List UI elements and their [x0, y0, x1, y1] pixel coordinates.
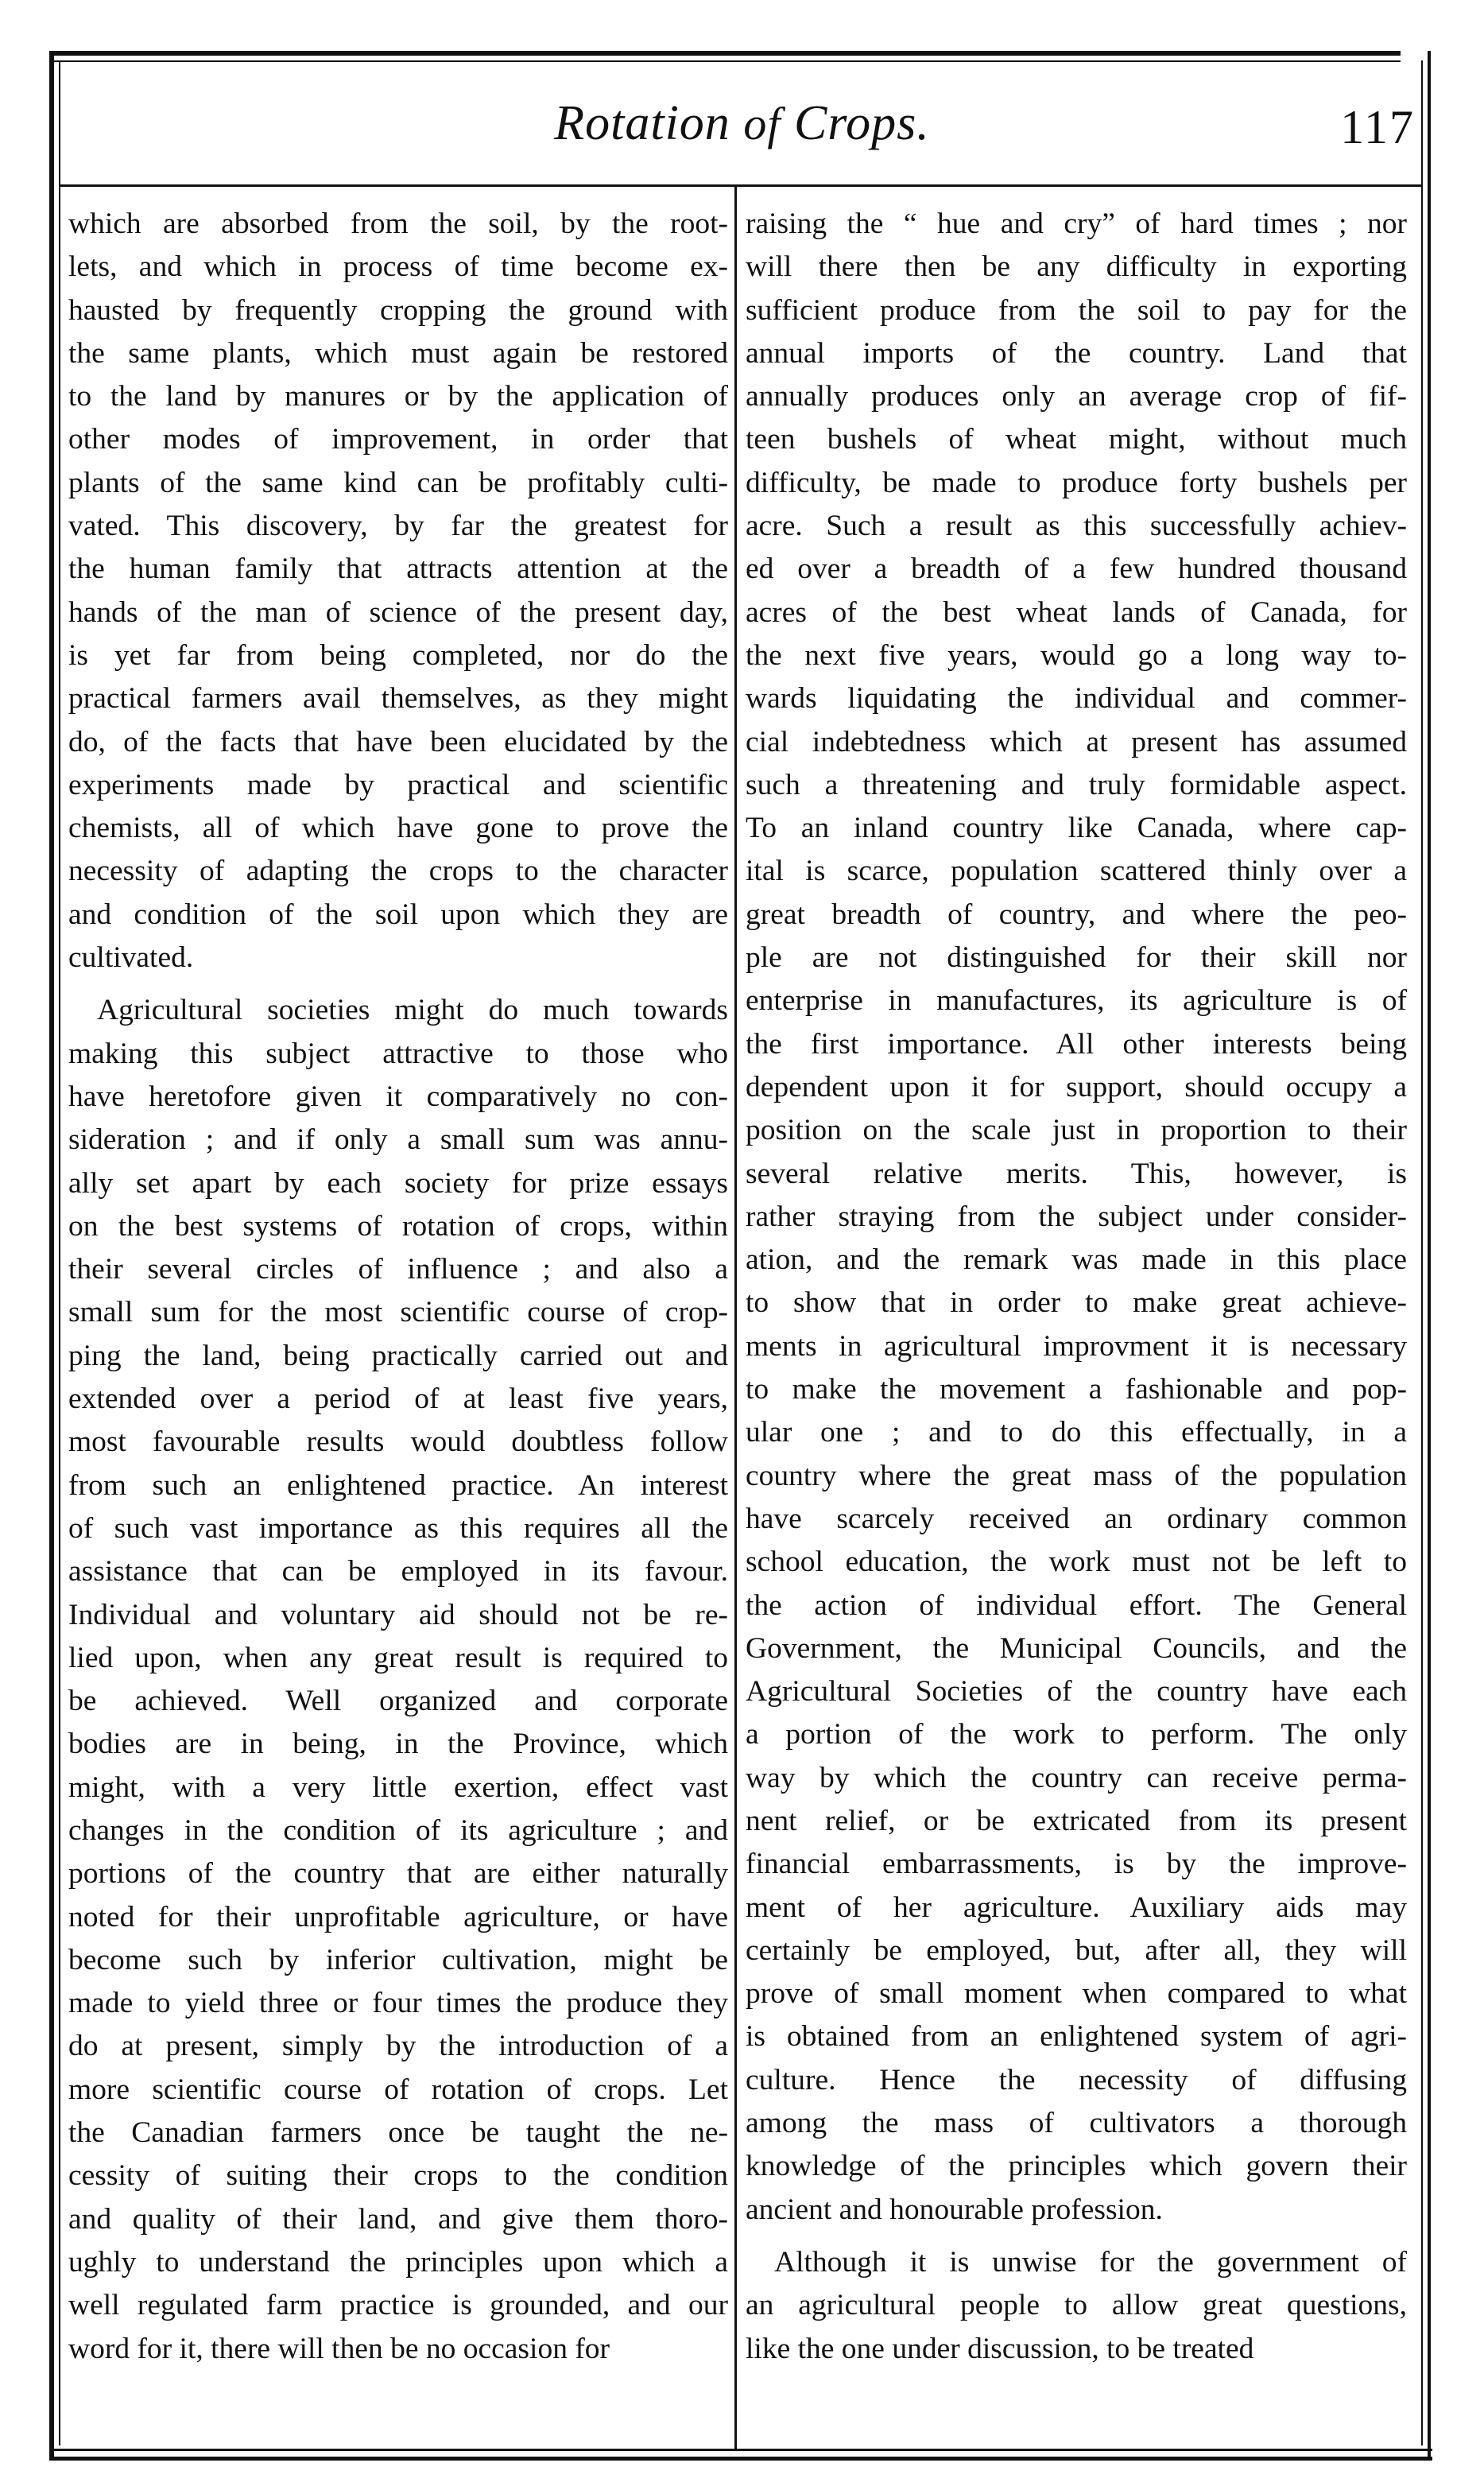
text-line: do, of the facts that have been elucidated by the [68, 725, 728, 758]
text-line: to the land by manures or by the application of [68, 380, 728, 413]
text-line: the Canadian farmers once be taught the ne- [68, 2116, 728, 2150]
text-line: which are absorbed from the soil, by the root- [68, 208, 728, 240]
running-title-word-2: of [743, 98, 781, 149]
text-line: their several circles of influence ; and also a [68, 1253, 728, 1286]
right-column [746, 203, 1407, 2371]
text-line: sideration ; and if only a small sum was annu- [68, 1123, 728, 1157]
text-line: Government, the Municipal Councils, and the [746, 1631, 1407, 1665]
text-line: is obtained from an enlightened system of agri- [746, 2020, 1407, 2054]
text-line: ughly to understand the principles upon which a [68, 2245, 728, 2279]
text-line: raising the “ hue and cry” of hard times ; nor [746, 208, 1407, 240]
text-line: teen bushels of wheat might, without much [746, 423, 1407, 456]
text-line: To an inland country like Canada, where cap- [746, 812, 1407, 845]
text-line: among the mass of cultivators a thorough [746, 2107, 1407, 2140]
text-line: plants of the same kind can be profitably culti- [68, 466, 728, 499]
text-line: Although it is unwise for the government of [774, 2245, 1407, 2279]
text-line: bodies are in being, in the Province, which [68, 1728, 728, 1761]
text-line: the first importance. All other interests being [746, 1027, 1407, 1061]
text-line: will there then be any difficulty in exporting [746, 250, 1407, 284]
right-border-rule [1428, 51, 1431, 2460]
text-line: cial indebtedness which at present has assumed [746, 725, 1407, 758]
text-line: ally set apart by each society for prize essays [68, 1166, 728, 1200]
text-line: the human family that attracts attention at the [68, 553, 728, 586]
left-column [68, 203, 728, 2371]
text-line: most favourable results would doubtless follow [68, 1425, 728, 1459]
text-line: extended over a period of at least five years, [68, 1383, 728, 1416]
text-line: ple are not distinguished for their skill nor [746, 941, 1407, 975]
text-line: the next five years, would go a long way to- [746, 638, 1407, 672]
text-line: experiments made by practical and scientific [68, 768, 728, 801]
text-line: cessity of suiting their crops to the condition [68, 2159, 728, 2193]
text-line: do at present, simply by the introduction of a [68, 2030, 728, 2063]
text-line: annual imports of the country. Land that [746, 336, 1407, 370]
text-line: ular one ; and to do this effectually, in a [746, 1416, 1407, 1449]
running-title [0, 95, 1484, 152]
text-line: have scarcely received an ordinary common [746, 1502, 1407, 1535]
text-line: ments in agricultural improvment it is necessary [746, 1329, 1407, 1363]
text-line: vated. This discovery, by far the greatest for [68, 510, 728, 543]
right-border-inner-rule [1421, 60, 1423, 2445]
top-border-inner-rule [49, 60, 1401, 62]
text-line: to make the movement a fashionable and pop- [746, 1373, 1407, 1406]
text-line: great breadth of country, and where the peo- [746, 898, 1407, 931]
text-line: have heretofore given it comparatively no con- [68, 1080, 728, 1113]
bottom-border-rule [49, 2449, 1432, 2451]
text-line: Agricultural Societies of the country have each [746, 1675, 1407, 1708]
text-line: rather straying from the subject under consider- [746, 1200, 1407, 1233]
text-line: Agricultural societies might do much towards [97, 994, 728, 1027]
text-line: enterprise in manufactures, its agriculture is of [746, 984, 1407, 1018]
text-line: word for it, there will then be no occasion for [68, 2332, 610, 2365]
text-line: ital is scarce, population scattered thinly over a [746, 855, 1407, 888]
text-line: acre. Such a result as this successfully achiev- [746, 510, 1407, 543]
text-line: ed over a breadth of a few hundred thousand [746, 553, 1407, 586]
text-line: certainly be employed, but, after all, they will [746, 1933, 1407, 1967]
text-line: culture. Hence the necessity of diffusing [746, 2063, 1407, 2096]
text-line: knowledge of the principles which govern their [746, 2150, 1407, 2183]
left-border-rule [49, 51, 54, 2460]
text-line: chemists, all of which have gone to prove the [68, 812, 728, 845]
left-border-inner-rule [59, 60, 60, 2445]
text-line: small sum for the most scientific course of crop- [68, 1296, 728, 1329]
text-line: the same plants, which must again be restored [68, 336, 728, 370]
text-line: ation, and the remark was made in this place [746, 1243, 1407, 1277]
text-line: position on the scale just in proportion to their [746, 1114, 1407, 1147]
text-line: be achieved. Well organized and corporate [68, 1685, 728, 1718]
text-line: wards liquidating the individual and commer- [746, 682, 1407, 716]
text-line: might, with a very little exertion, effect vast [68, 1771, 728, 1804]
text-line: portions of the country that are either naturally [68, 1857, 728, 1891]
text-line: well regulated farm practice is grounded, and our [68, 2289, 728, 2322]
bottom-border-outer-rule [49, 2457, 1432, 2461]
text-line: dependent upon it for support, should occupy a [746, 1070, 1407, 1103]
text-line: several relative merits. This, however, is [746, 1157, 1407, 1190]
page-number: 117 [1340, 101, 1415, 153]
text-line: necessity of adapting the crops to the character [68, 855, 728, 888]
text-line: and quality of their land, and give them thoro- [68, 2202, 728, 2236]
text-line: is yet far from being completed, nor do the [68, 638, 728, 672]
text-line: lied upon, when any great result is required to [68, 1641, 728, 1674]
text-line: making this subject attractive to those who [68, 1037, 728, 1070]
text-line: assistance that can be employed in its favour. [68, 1555, 728, 1588]
text-line: sufficient produce from the soil to pay for the [746, 293, 1407, 327]
text-line: on the best systems of rotation of crops, within [68, 1209, 728, 1243]
text-line: noted for their unprofitable agriculture, or have [68, 1900, 728, 1933]
text-line: practical farmers avail themselves, as they might [68, 682, 728, 716]
right-paragraph-2 [746, 2241, 1407, 2371]
text-line: hands of the man of science of the present day, [68, 595, 728, 629]
text-line: annually produces only an average crop of fif- [746, 380, 1407, 413]
text-line: more scientific course of rotation of crops. Let [68, 2073, 728, 2106]
top-border-rule [49, 51, 1401, 56]
text-line: from such an enlightened practice. An interest [68, 1468, 728, 1502]
text-line: to show that in order to make great achieve- [746, 1286, 1407, 1320]
text-line: school education, the work must not be left to [746, 1546, 1407, 1579]
text-line: difficulty, be made to produce forty bushels per [746, 466, 1407, 499]
text-line: the action of individual effort. The General [746, 1588, 1407, 1622]
text-line: like the one under discussion, to be treated [746, 2332, 1254, 2365]
text-line: nent relief, or be extricated from its present [746, 1804, 1407, 1837]
running-title-word-1: Rotation [554, 96, 730, 150]
text-line: prove of small moment when compared to what [746, 1977, 1407, 2011]
text-line: hausted by frequently cropping the ground with [68, 293, 728, 327]
text-line: ping the land, being practically carried out and [68, 1339, 728, 1372]
text-line: country where the great mass of the population [746, 1459, 1407, 1492]
text-line: ment of her agriculture. Auxiliary aids may [746, 1891, 1407, 1924]
text-line: ancient and honourable profession. [746, 2193, 1163, 2226]
text-line: become such by inferior cultivation, might be [68, 1943, 728, 1976]
text-line: acres of the best wheat lands of Canada, for [746, 595, 1407, 629]
right-paragraph-1 [746, 203, 1407, 2232]
text-line: and condition of the soil upon which they are [68, 898, 728, 931]
column-divider-rule [734, 186, 737, 2449]
text-line: an agricultural people to allow great questions, [746, 2289, 1407, 2322]
text-line: of such vast importance as this requires all the [68, 1511, 728, 1545]
text-line: way by which the country can receive perma- [746, 1761, 1407, 1794]
text-line: changes in the condition of its agriculture ; and [68, 1813, 728, 1847]
text-line: made to yield three or four times the produce they [68, 1987, 728, 2020]
text-line: lets, and which in process of time become ex- [68, 250, 728, 284]
text-line: cultivated. [68, 941, 194, 975]
running-title-word-3: Crops. [793, 96, 930, 150]
text-line: other modes of improvement, in order that [68, 423, 728, 456]
text-line: Individual and voluntary aid should not be re- [68, 1598, 728, 1631]
text-line: financial embarrassments, is by the improve- [746, 1848, 1407, 1881]
header-divider-rule [60, 184, 1423, 187]
text-line: a portion of the work to perform. The only [746, 1718, 1407, 1751]
left-paragraph-2 [68, 989, 728, 2371]
left-paragraph-1 [68, 203, 728, 979]
text-line: such a threatening and truly formidable aspect. [746, 768, 1407, 801]
